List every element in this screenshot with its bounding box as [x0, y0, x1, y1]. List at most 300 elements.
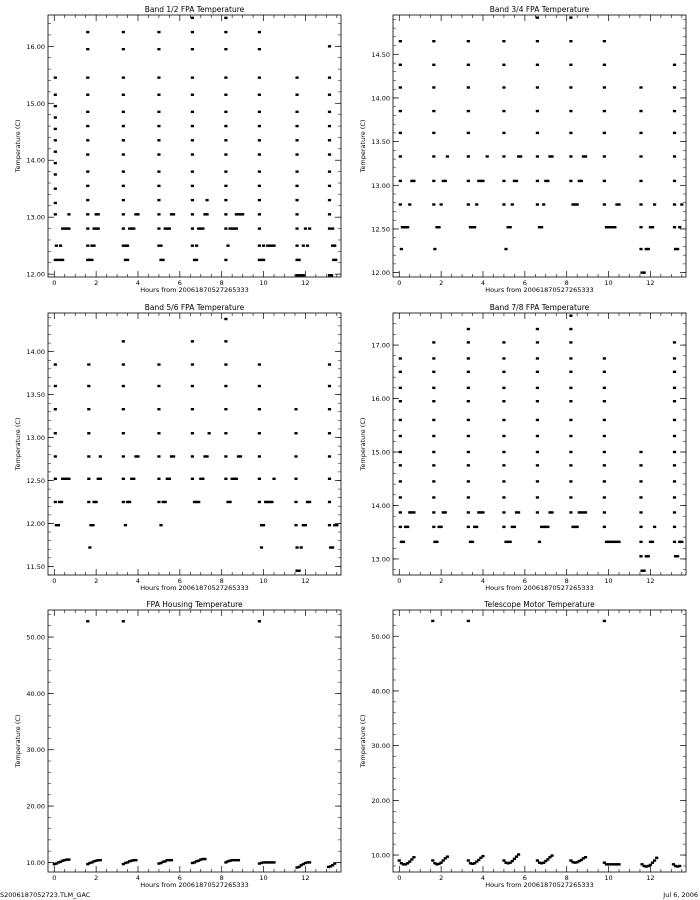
data-point: [513, 858, 516, 860]
x-tick-label: 10: [259, 874, 268, 882]
data-point: [467, 480, 470, 482]
y-tick-label: 12.50: [371, 225, 390, 234]
data-point: [331, 227, 334, 229]
data-point: [295, 213, 298, 215]
data-point: [224, 170, 227, 172]
data-point: [328, 455, 331, 457]
x-axis-label: Hours from 20061870527265333: [485, 286, 594, 294]
y-tick-label: 14.00: [26, 348, 45, 357]
data-point: [122, 478, 125, 480]
x-tick-label: 2: [94, 874, 99, 882]
data-point: [224, 31, 227, 33]
data-point: [54, 151, 57, 153]
data-point: [258, 185, 261, 187]
data-point: [406, 526, 409, 528]
data-point: [651, 226, 654, 228]
data-point: [164, 501, 167, 503]
data-point: [157, 111, 160, 113]
data-point: [569, 180, 572, 182]
data-point: [126, 244, 129, 246]
data-point: [54, 455, 57, 457]
data-point: [569, 110, 572, 112]
data-point: [432, 464, 435, 466]
data-point: [86, 111, 89, 113]
data-point: [54, 432, 57, 434]
data-point: [502, 451, 505, 453]
data-point: [272, 244, 275, 246]
data-point: [157, 185, 160, 187]
data-point: [603, 371, 606, 373]
data-point: [224, 48, 227, 50]
data-point: [398, 859, 401, 861]
data-point: [569, 511, 572, 513]
data-point: [191, 455, 194, 457]
chart-title: Band 3/4 FPA Temperature: [489, 5, 590, 14]
data-point: [673, 64, 676, 66]
data-point: [511, 860, 514, 862]
data-point: [328, 153, 331, 155]
data-point: [536, 341, 539, 343]
data-point: [502, 341, 505, 343]
data-point: [224, 318, 227, 320]
data-point: [86, 185, 89, 187]
data-point: [673, 203, 676, 205]
data-point: [432, 451, 435, 453]
x-tick-label: 6: [522, 577, 527, 585]
data-point: [191, 111, 194, 113]
data-point: [502, 180, 505, 182]
data-point: [467, 110, 470, 112]
data-point: [617, 203, 620, 205]
y-tick-label: 20.00: [26, 802, 45, 811]
x-tick-label: 10: [604, 874, 613, 882]
data-point: [536, 371, 539, 373]
data-point: [87, 455, 90, 457]
data-point: [580, 180, 583, 182]
data-point: [328, 524, 331, 526]
data-point: [208, 432, 211, 434]
data-point: [546, 526, 549, 528]
data-point: [191, 125, 194, 127]
data-point: [224, 478, 227, 480]
data-point: [122, 408, 125, 410]
data-point: [224, 363, 227, 365]
data-point: [122, 139, 125, 141]
data-point: [54, 385, 57, 387]
data-point: [295, 170, 298, 172]
data-point: [467, 526, 470, 528]
y-tick-label: 14.50: [371, 50, 390, 59]
data-point: [603, 511, 606, 513]
y-axis-label: Temperature (C): [14, 417, 22, 471]
data-point: [294, 455, 297, 457]
data-point: [157, 385, 160, 387]
data-point: [444, 180, 447, 182]
data-point: [536, 155, 539, 157]
data-point: [157, 478, 160, 480]
data-point: [258, 620, 261, 622]
data-point: [400, 248, 403, 250]
data-point: [649, 864, 652, 866]
plot-frame: [48, 610, 341, 872]
data-point: [272, 861, 275, 863]
data-point: [302, 274, 305, 276]
data-point: [437, 226, 440, 228]
data-point: [639, 226, 642, 228]
data-point: [502, 203, 505, 205]
data-point: [639, 132, 642, 134]
data-point: [205, 199, 208, 201]
data-point: [519, 155, 522, 157]
chart-title: Telescope Motor Temperature: [484, 600, 595, 609]
data-point: [328, 111, 331, 113]
x-tick-label: 10: [604, 279, 613, 287]
data-point: [328, 45, 331, 47]
data-point: [159, 524, 162, 526]
data-point: [569, 451, 572, 453]
data-point: [122, 185, 125, 187]
data-point: [86, 170, 89, 172]
data-point: [328, 94, 331, 96]
data-point: [128, 501, 131, 503]
data-point: [399, 526, 402, 528]
data-point: [224, 111, 227, 113]
data-point: [191, 385, 194, 387]
data-point: [603, 132, 606, 134]
y-tick-label: 30.00: [26, 746, 45, 755]
data-point: [481, 511, 484, 513]
data-point: [576, 526, 579, 528]
data-point: [408, 203, 411, 205]
data-point: [86, 48, 89, 50]
data-point: [673, 110, 676, 112]
x-tick-label: 8: [219, 874, 224, 882]
data-point: [676, 248, 679, 250]
chart-panel-5: [14, 600, 341, 889]
data-point: [300, 546, 303, 548]
chart-title: Band 1/2 FPA Temperature: [144, 5, 245, 14]
data-point: [157, 94, 160, 96]
data-point: [673, 541, 676, 543]
data-point: [440, 526, 443, 528]
data-point: [639, 464, 642, 466]
data-point: [191, 139, 194, 141]
data-point: [399, 155, 402, 157]
data-point: [502, 859, 505, 861]
data-point: [87, 501, 90, 503]
y-tick-label: 14.00: [26, 156, 45, 165]
data-point: [258, 48, 261, 50]
data-point: [54, 202, 57, 204]
data-point: [511, 203, 514, 205]
data-point: [191, 94, 194, 96]
data-point: [258, 501, 261, 503]
data-point: [673, 341, 676, 343]
data-point: [502, 419, 505, 421]
data-point: [509, 226, 512, 228]
data-point: [170, 859, 173, 861]
data-point: [328, 501, 331, 503]
data-point: [412, 856, 415, 858]
data-point: [159, 244, 162, 246]
data-point: [258, 432, 261, 434]
data-point: [432, 435, 435, 437]
data-point: [431, 859, 434, 861]
data-point: [294, 501, 297, 503]
data-point: [446, 855, 449, 857]
data-point: [86, 620, 89, 622]
data-point: [86, 139, 89, 141]
data-point: [54, 501, 57, 503]
data-point: [99, 455, 102, 457]
data-point: [295, 111, 298, 113]
data-point: [412, 180, 415, 182]
data-point: [432, 480, 435, 482]
data-point: [680, 203, 683, 205]
data-point: [639, 203, 642, 205]
data-point: [639, 480, 642, 482]
y-tick-label: 50.00: [26, 633, 45, 642]
data-point: [122, 125, 125, 127]
data-point: [54, 363, 57, 365]
data-point: [603, 480, 606, 482]
data-point: [569, 387, 572, 389]
data-point: [467, 371, 470, 373]
data-point: [67, 227, 70, 229]
data-point: [569, 464, 572, 466]
x-tick-label: 2: [439, 874, 444, 882]
data-point: [54, 408, 57, 410]
x-axis-label: Hours from 20061870527265333: [485, 881, 594, 889]
data-point: [157, 31, 160, 33]
data-point: [432, 419, 435, 421]
data-point: [239, 455, 242, 457]
data-point: [122, 213, 125, 215]
data-point: [473, 226, 476, 228]
data-point: [191, 31, 194, 33]
data-point: [226, 244, 229, 246]
data-point: [92, 244, 95, 246]
data-point: [467, 155, 470, 157]
data-point: [431, 620, 434, 622]
x-tick-label: 4: [480, 577, 486, 585]
data-point: [504, 248, 507, 250]
x-tick-label: 12: [646, 874, 655, 882]
data-point: [673, 132, 676, 134]
data-point: [613, 226, 616, 228]
data-point: [502, 400, 505, 402]
data-point: [86, 76, 89, 78]
data-point: [467, 86, 470, 88]
data-point: [639, 541, 642, 543]
data-point: [258, 94, 261, 96]
y-tick-label: 20.00: [371, 796, 390, 805]
y-tick-label: 13.00: [26, 213, 45, 222]
data-point: [502, 526, 505, 528]
data-point: [298, 570, 301, 572]
data-point: [157, 227, 160, 229]
data-point: [132, 478, 135, 480]
data-point: [399, 419, 402, 421]
data-point: [86, 31, 89, 33]
x-tick-label: 0: [52, 279, 57, 287]
data-point: [224, 213, 227, 215]
y-tick-label: 13.00: [371, 555, 390, 564]
chart-panel-3: [14, 303, 341, 592]
data-point: [122, 501, 125, 503]
y-tick-label: 50.00: [371, 632, 390, 641]
data-point: [673, 155, 676, 157]
data-point: [432, 341, 435, 343]
data-point: [502, 132, 505, 134]
x-tick-label: 4: [480, 279, 486, 287]
data-point: [67, 213, 70, 215]
data-point: [258, 227, 261, 229]
data-point: [67, 478, 70, 480]
data-point: [603, 526, 606, 528]
data-point: [550, 854, 553, 856]
data-point: [328, 363, 331, 365]
x-tick-label: 8: [564, 577, 569, 585]
x-tick-label: 0: [52, 577, 57, 585]
y-tick-label: 12.00: [26, 519, 45, 528]
data-point: [432, 526, 435, 528]
data-point: [59, 244, 62, 246]
data-point: [399, 86, 402, 88]
data-point: [536, 132, 539, 134]
data-point: [467, 496, 470, 498]
data-point: [399, 451, 402, 453]
footer-file-label: S2006187052723.TLM_GAC: [0, 891, 91, 899]
data-point: [237, 859, 240, 861]
y-tick-label: 16.00: [371, 395, 390, 404]
data-point: [258, 408, 261, 410]
data-point: [639, 451, 642, 453]
data-point: [639, 248, 642, 250]
data-point: [157, 76, 160, 78]
data-point: [399, 387, 402, 389]
data-point: [54, 188, 57, 190]
data-point: [86, 199, 89, 201]
data-point: [467, 387, 470, 389]
data-point: [546, 858, 549, 860]
chart-title: Band 7/8 FPA Temperature: [489, 303, 590, 312]
data-point: [569, 64, 572, 66]
data-point: [432, 496, 435, 498]
data-point: [122, 31, 125, 33]
data-point: [235, 478, 238, 480]
data-point: [569, 496, 572, 498]
data-point: [550, 155, 553, 157]
data-point: [432, 64, 435, 66]
x-tick-label: 6: [177, 874, 182, 882]
data-point: [328, 227, 331, 229]
data-point: [603, 86, 606, 88]
data-point: [328, 408, 331, 410]
y-tick-label: 10.00: [26, 858, 45, 867]
footer-date-label: Jul 6, 2006: [663, 891, 698, 899]
data-point: [197, 501, 200, 503]
data-point: [258, 478, 261, 480]
data-point: [502, 371, 505, 373]
data-point: [295, 199, 298, 201]
data-point: [603, 357, 606, 359]
data-point: [676, 555, 679, 557]
data-point: [306, 244, 309, 246]
x-tick-label: 6: [177, 577, 182, 585]
data-point: [122, 199, 125, 201]
data-point: [122, 94, 125, 96]
data-point: [538, 541, 541, 543]
x-tick-label: 6: [522, 874, 527, 882]
data-point: [172, 213, 175, 215]
x-tick-label: 12: [646, 279, 655, 287]
y-axis-label: Temperature (C): [14, 119, 22, 173]
data-point: [569, 480, 572, 482]
x-tick-label: 8: [219, 577, 224, 585]
chart-panel-4: [359, 303, 686, 592]
data-point: [432, 371, 435, 373]
data-point: [603, 180, 606, 182]
plot-frame: [393, 15, 686, 277]
data-point: [258, 170, 261, 172]
data-point: [224, 385, 227, 387]
data-point: [569, 155, 572, 157]
data-point: [617, 541, 620, 543]
data-point: [481, 180, 484, 182]
data-point: [258, 111, 261, 113]
data-point: [446, 155, 449, 157]
data-point: [191, 76, 194, 78]
y-tick-label: 16.00: [26, 42, 45, 51]
data-point: [444, 511, 447, 513]
data-point: [569, 400, 572, 402]
data-point: [88, 546, 91, 548]
data-point: [295, 546, 298, 548]
data-point: [678, 865, 681, 867]
data-point: [258, 385, 261, 387]
data-point: [331, 546, 334, 548]
data-point: [546, 180, 549, 182]
data-point: [467, 203, 470, 205]
data-point: [191, 48, 194, 50]
data-point: [467, 620, 470, 622]
data-point: [262, 259, 265, 261]
x-tick-label: 8: [564, 279, 569, 287]
data-point: [328, 125, 331, 127]
data-point: [172, 455, 175, 457]
data-point: [61, 259, 64, 261]
data-point: [333, 862, 336, 864]
data-point: [467, 464, 470, 466]
data-point: [132, 227, 135, 229]
data-point: [399, 511, 402, 513]
data-point: [57, 524, 60, 526]
y-axis-label: Temperature (C): [359, 417, 367, 471]
data-point: [54, 478, 57, 480]
data-point: [235, 227, 238, 229]
x-axis-label: Hours from 20061870527265333: [140, 584, 249, 592]
data-point: [569, 328, 572, 330]
data-point: [467, 451, 470, 453]
x-tick-label: 12: [301, 577, 310, 585]
data-point: [639, 155, 642, 157]
data-point: [122, 170, 125, 172]
data-point: [603, 155, 606, 157]
data-point: [302, 244, 305, 246]
data-point: [224, 455, 227, 457]
data-point: [408, 860, 411, 862]
